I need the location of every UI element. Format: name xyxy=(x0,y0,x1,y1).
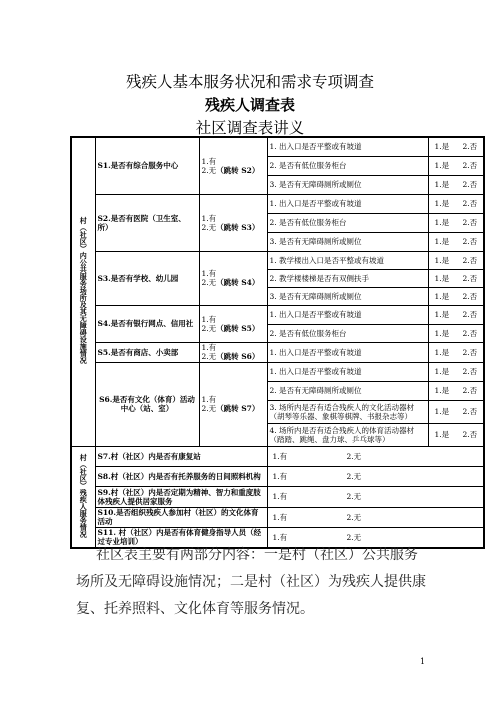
question-options xyxy=(199,251,267,305)
body-paragraph-line: 场所及无障碍设施情况；二是村（社区）为残疾人提供康 xyxy=(76,574,426,590)
sub-question: 3. 是否有无障碍厕所或厕位 xyxy=(267,232,428,251)
answer-no: 2.否 xyxy=(462,218,478,227)
answer-yes: 1.是 xyxy=(434,180,450,189)
table-row xyxy=(71,251,484,269)
answer-yes: 1.是 xyxy=(434,328,450,338)
answer-choices xyxy=(428,423,484,446)
skip-instruction: （跳转 S2） xyxy=(216,165,260,175)
option-no-line xyxy=(202,223,265,232)
sub-question: 2. 教学楼楼梯是否有双侧扶手 xyxy=(267,269,428,287)
answer-no: 2.否 xyxy=(462,180,478,189)
answer-no: 2.否 xyxy=(462,310,478,319)
answer-no: 2.否 xyxy=(462,273,478,283)
option-no-line xyxy=(202,352,265,361)
answer-choices xyxy=(428,324,484,342)
answer-no: 2.否 xyxy=(462,367,478,376)
table-row xyxy=(71,507,484,527)
answer-choices xyxy=(428,251,484,269)
answer-choices xyxy=(428,342,484,362)
table-row xyxy=(71,466,484,486)
option-no: 2.无 xyxy=(201,404,217,413)
section-label-text: 村（社区）内公共服务场所及其无障碍设施情况 xyxy=(79,217,89,365)
answer-yes: 1.是 xyxy=(434,291,450,301)
question-options xyxy=(199,362,267,446)
section-title: 社区调查表讲义 xyxy=(195,119,305,137)
table-row xyxy=(71,305,484,324)
answer-yes: 1.是 xyxy=(434,386,450,395)
answer-yes: 1.是 xyxy=(434,218,450,227)
option-yes: 1.有 xyxy=(201,395,217,404)
option-yes: 1.有 xyxy=(201,213,217,223)
sub-question: 4. 场所内是否有适合残疾人的体育活动器材（踏踏、跳绳、盘力球、乒乓球等） xyxy=(267,423,428,446)
answer-no: 2.无 xyxy=(346,471,362,481)
skip-instruction: （跳转 S4） xyxy=(216,278,260,287)
answer-no: 2.否 xyxy=(462,347,478,357)
question-label: S4.是否有银行网点、信用社 xyxy=(95,305,199,342)
answer-yes: 1.是 xyxy=(434,237,450,246)
answer-no: 2.无 xyxy=(346,492,362,501)
option-yes: 1.有 xyxy=(201,314,217,324)
answer-choices xyxy=(428,137,484,156)
answer-yes: 1.有 xyxy=(272,492,288,501)
question-label: S2.是否有医院（卫生室、所） xyxy=(95,194,199,251)
option-no: 2.无 xyxy=(201,165,217,175)
section-label-public-facilities xyxy=(71,137,95,446)
option-yes: 1.有 xyxy=(201,156,217,166)
option-no-line xyxy=(202,324,265,333)
question-label: S3.是否有学校、幼儿园 xyxy=(95,251,199,305)
option-no: 2.无 xyxy=(201,278,217,287)
option-no-line xyxy=(202,404,265,413)
table-row xyxy=(71,446,484,466)
survey-table xyxy=(70,136,485,549)
skip-instruction: （跳转 S6） xyxy=(216,352,260,361)
answer-choices xyxy=(267,466,484,486)
question-options xyxy=(199,194,267,251)
sub-question: 2. 是否有低位服务柜台 xyxy=(267,213,428,232)
sub-question: 1. 出入口是否平整或有坡道 xyxy=(267,194,428,213)
skip-instruction: （跳转 S7） xyxy=(216,404,260,413)
skip-instruction: （跳转 S3） xyxy=(216,222,260,232)
answer-yes: 1.有 xyxy=(272,512,288,522)
question-label: S8.村（社区）内是否有托养服务的日间照料机构 xyxy=(95,466,267,486)
answer-yes: 1.有 xyxy=(272,532,288,542)
table-row xyxy=(71,362,484,381)
page-number: 1 xyxy=(420,657,426,666)
answer-no: 2.无 xyxy=(346,532,362,542)
question-label: S6.是否有文化（体育）活动中心（站、室） xyxy=(95,362,199,446)
question-options xyxy=(199,137,267,194)
body-paragraph-line: 社区表主要有两部分内容：一是村（社区）公共服务 xyxy=(96,547,418,563)
answer-yes: 1.是 xyxy=(434,407,450,416)
table-row xyxy=(71,486,484,507)
answer-choices xyxy=(267,446,484,466)
answer-choices xyxy=(428,156,484,175)
answer-no: 2.否 xyxy=(462,142,478,152)
answer-no: 2.否 xyxy=(462,407,478,416)
question-options xyxy=(199,342,267,362)
sub-question: 1. 出入口是否平整或有坡道 xyxy=(267,342,428,362)
sub-question: 1. 教学楼出入口是否平整或有坡道 xyxy=(267,251,428,269)
answer-choices xyxy=(428,269,484,287)
answer-choices xyxy=(428,194,484,213)
answer-choices xyxy=(428,175,484,194)
question-label: S7.村（社区）内是否有康复站 xyxy=(95,446,267,466)
sub-question: 2. 是否有无障碍厕所或厕位 xyxy=(267,381,428,400)
answer-no: 2.否 xyxy=(462,237,478,246)
answer-choices xyxy=(428,362,484,381)
answer-no: 2.否 xyxy=(462,328,478,338)
table-row xyxy=(71,342,484,362)
body-paragraph-line: 复、托养照料、文化体育等服务情况。 xyxy=(76,601,314,617)
answer-no: 2.否 xyxy=(462,199,478,208)
sub-question: 1. 出入口是否平整或有坡道 xyxy=(267,137,428,156)
question-options xyxy=(199,305,267,342)
sub-question: 1. 出入口是否平整或有坡道 xyxy=(267,305,428,324)
answer-choices xyxy=(428,400,484,423)
answer-yes: 1.有 xyxy=(272,471,288,481)
answer-yes: 1.是 xyxy=(434,199,450,208)
document-title: 残疾人基本服务状况和需求专项调查 xyxy=(125,73,374,91)
answer-yes: 1.是 xyxy=(434,367,450,376)
answer-no: 2.否 xyxy=(462,291,478,301)
document-subtitle: 残疾人调查表 xyxy=(204,96,295,114)
sub-question: 2. 是否有低位服务柜台 xyxy=(267,324,428,342)
question-label: S1.是否有综合服务中心 xyxy=(95,137,199,194)
answer-choices xyxy=(428,232,484,251)
answer-choices xyxy=(267,507,484,527)
answer-choices xyxy=(428,287,484,305)
option-no-line xyxy=(202,166,265,175)
question-label: S11. 村（社区）内是否有体育健身指导人员（经过专业培训） xyxy=(95,527,267,548)
answer-choices xyxy=(428,305,484,324)
question-label: S5.是否有商店、小卖部 xyxy=(95,342,199,362)
section-label-services xyxy=(71,446,95,548)
answer-yes: 1.是 xyxy=(434,142,450,152)
option-no: 2.无 xyxy=(201,352,217,361)
sub-question: 3. 是否有无障碍厕所或厕位 xyxy=(267,287,428,305)
answer-yes: 1.是 xyxy=(434,347,450,357)
answer-yes: 1.是 xyxy=(434,310,450,319)
question-label: S10.是否组织残疾人参加村（社区）的文化体育活动 xyxy=(95,507,267,527)
table-row xyxy=(71,137,484,156)
answer-choices xyxy=(428,381,484,400)
section-label-text: 村（社区）残疾人服务情况 xyxy=(79,453,89,538)
answer-choices xyxy=(428,213,484,232)
answer-no: 2.否 xyxy=(462,255,478,265)
answer-yes: 1.是 xyxy=(434,161,450,170)
answer-no: 2.无 xyxy=(346,512,362,522)
answer-yes: 1.是 xyxy=(434,273,450,283)
answer-no: 2.否 xyxy=(462,161,478,170)
option-yes: 1.有 xyxy=(201,269,217,278)
answer-choices xyxy=(267,486,484,507)
sub-question: 3. 是否有无障碍厕所或厕位 xyxy=(267,175,428,194)
answer-no: 2.无 xyxy=(346,451,362,461)
answer-yes: 1.有 xyxy=(272,451,288,461)
answer-yes: 1.是 xyxy=(434,255,450,265)
table-row xyxy=(71,194,484,213)
option-no: 2.无 xyxy=(201,222,217,232)
option-yes: 1.有 xyxy=(201,343,217,352)
answer-yes: 1.是 xyxy=(434,430,450,439)
question-label: S9.村（社区）内是否定期为精神、智力和重度肢体残疾人提供居家服务 xyxy=(95,486,267,507)
sub-question: 1. 出入口是否平整或有坡道 xyxy=(267,362,428,381)
sub-question: 2. 是否有低位服务柜台 xyxy=(267,156,428,175)
option-no: 2.无 xyxy=(201,323,217,333)
option-no-line xyxy=(202,278,265,287)
answer-no: 2.否 xyxy=(462,430,478,439)
skip-instruction: （跳转 S5） xyxy=(216,323,260,333)
sub-question: 3. 场所内是否有适合残疾人的文化活动器材（胡琴等乐器、象棋等棋牌、书报杂志等） xyxy=(267,400,428,423)
answer-no: 2.否 xyxy=(462,386,478,395)
